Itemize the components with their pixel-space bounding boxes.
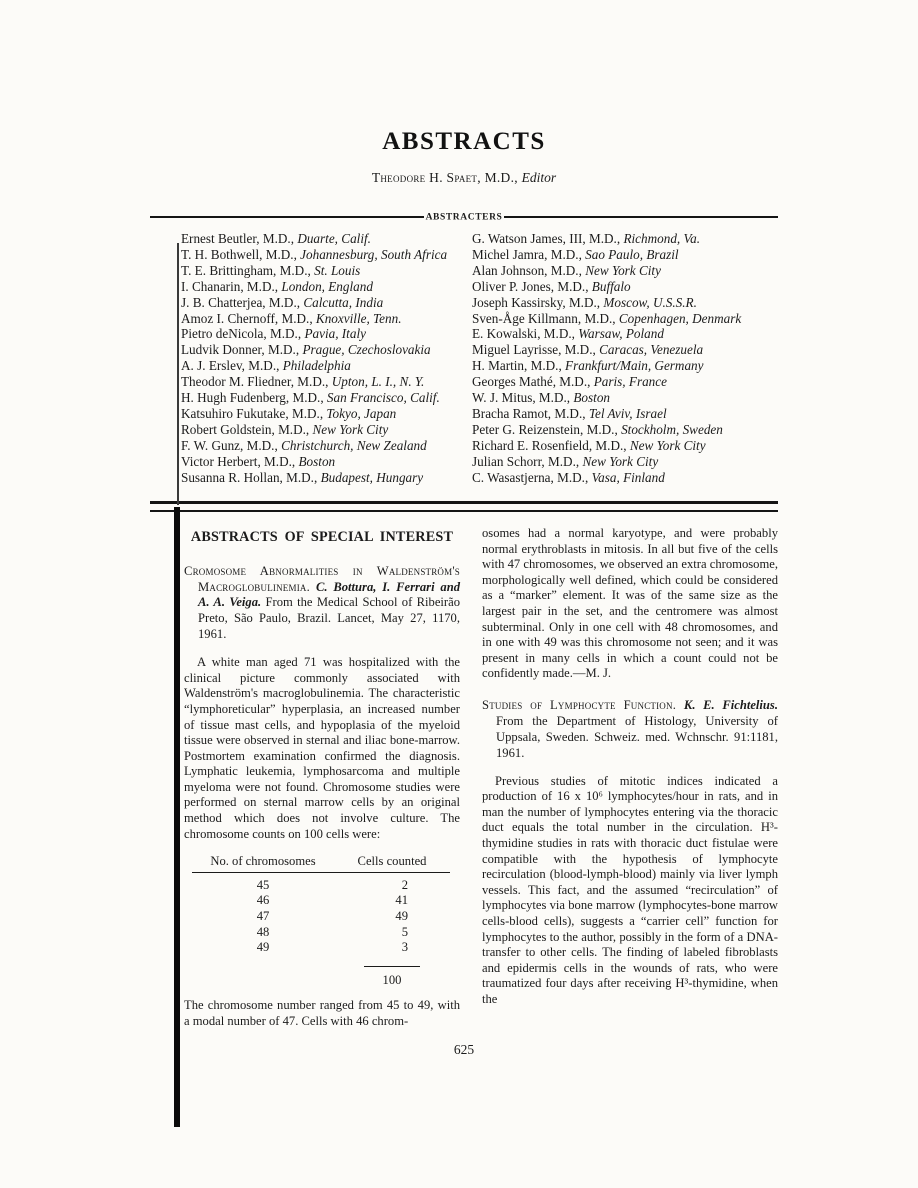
abstract2-paragraph: Previous studies of mitotic indices indicated a production of 16 x 10⁶ lymphocytes/hour in rats, and in man the number of lymphocytes entering via the thoracic duct equals the total number in the circulation. H³-thymidine studies in rats with thoracic duct fistulae were compatible with the hypothesis of lymphocyte recirculation (blood-lymph-blood) mainly via liver lymph vessels. This fact, and the assumed “recirculation” of lymphocytes via bone marrow (lymphocytes-bone marrow cells-blood cells), suggests a “carrier cell” function for lymphocytes to the author, possibly in the form of a DNA-transfer to other cells. The finding of labeled fibroblasts and epidermis cells in the wounds of rats, who were traumatized four days after receiving H³-thymidine, when the <box>482 773 778 1006</box>
abstracter-entry: Sven-Åge Killmann, M.D., Copenhagen, Denmark <box>472 310 742 326</box>
table-row: 48 5 <box>256 924 408 939</box>
abstracters-rule <box>150 212 778 222</box>
table-header-row <box>192 854 450 872</box>
abstracter-entry: Ludvik Donner, M.D., Prague, Czechoslovakia <box>181 342 431 358</box>
abstracters-column-right <box>472 231 778 486</box>
abstract2-authors: K. E. Fichtelius. <box>683 697 778 712</box>
double-rule-divider <box>150 501 778 512</box>
abstracter-entry: Victor Herbert, M.D., Boston <box>181 453 336 469</box>
abstracter-entry: J. B. Chatterjea, M.D., Calcutta, India <box>181 294 384 310</box>
abstracter-entry: A. J. Erslev, M.D., Philadelphia <box>181 358 351 374</box>
rule-left-segment <box>150 216 424 218</box>
abstracts-body <box>184 526 778 1036</box>
abstracter-entry: Amoz I. Chernoff, M.D., Knoxville, Tenn. <box>181 310 402 326</box>
abstract1-citation <box>184 564 460 644</box>
abstracter-entry: T. E. Brittingham, M.D., St. Louis <box>181 262 361 278</box>
abstracter-entry: E. Kowalski, M.D., Warsaw, Poland <box>472 326 664 342</box>
table-total: 100 <box>364 966 420 989</box>
abstract1-continuation-right: osomes had a normal karyotype, and were probably normal erythroblasts in mitosis. In all but five of the cells with 47 chromosomes, we observed an extra chromosome, morphologically well defined, which could be considered as a “marker” element. It was of the same size as the largest pair in the set, and the centromere was almost subterminal. Only in one cell with 48 chromosomes, and in one with 49 was this chromosome not seen; and it was present in many cells in which a count could not be confidently made.—M. J. <box>482 526 778 681</box>
page-title: ABSTRACTS <box>382 128 546 155</box>
abstracter-entry: Richard E. Rosenfield, M.D., New York City <box>472 437 706 453</box>
abstracter-entry: Georges Mathé, M.D., Paris, France <box>472 374 667 390</box>
abstracter-entry: I. Chanarin, M.D., London, England <box>181 278 373 294</box>
abstract1-paragraph: A white man aged 71 was hospitalized with the clinical picture commonly associated with Waldenström's macroglobulinemia. The characteristic “lymphoreticular” hyperplasia, an increased number of tissue mast cells, and hypoplasia of the myeloid tissue were observed in sternal and iliac bone-marrow. Postmortem examination confirmed the diagnosis. Lymphatic leukemia, lymphosarcoma and multiple myeloma were not found. Chromosome studies were performed on sternal marrow cells by an original method which does not involve culture. The chromosome counts on 100 cells were: <box>184 655 460 841</box>
masthead <box>150 128 778 186</box>
abstracter-entry: Peter G. Reizenstein, M.D., Stockholm, Sweden <box>472 421 723 437</box>
abstract2-title: Studies of Lymphocyte Function. <box>482 697 684 712</box>
abstract1-source: From the Medical School of Ribeirão Preto, São Paulo, Brazil. Lancet, May 27, 1170, 1961. <box>198 595 460 642</box>
abstract2-source: From the Department of Histology, University of Uppsala, Sweden. Schweiz. med. Wchnschr. 91:1181, 1961. <box>496 713 778 760</box>
editor-name: Theodore H. Spaet, M.D., <box>371 170 522 185</box>
table-row: 47 49 <box>256 909 408 924</box>
abstracter-entry: Pietro deNicola, M.D., Pavia, Italy <box>181 326 366 342</box>
abstracter-entry: C. Wasastjerna, M.D., Vasa, Finland <box>472 469 665 485</box>
abstracter-entry: Susanna R. Hollan, M.D., Budapest, Hungary <box>181 469 424 485</box>
abstracter-entry: H. Hugh Fudenberg, M.D., San Francisco, Calif. <box>181 390 440 406</box>
table-total-row <box>192 956 450 989</box>
abstracter-entry: Michel Jamra, M.D., Sao Paulo, Brazil <box>472 246 679 262</box>
abstracter-entry: F. W. Gunz, M.D., Christchurch, New Zealand <box>181 437 427 453</box>
table-row: 49 3 <box>256 940 408 955</box>
table-row: 46 41 <box>256 893 408 908</box>
abstract1-title: Cromosome Abnormalities in Waldenström's Macroglobulinemia. <box>184 563 460 594</box>
abstracter-entry: Miguel Layrisse, M.D., Caracas, Venezuela <box>472 342 704 358</box>
abstract1-authors: C. Bottura, I. Ferrari and A. A. Veiga. <box>198 579 460 610</box>
editor-role: Editor <box>521 170 557 185</box>
abstracter-entry: Julian Schorr, M.D., New York City <box>472 453 659 469</box>
column-header: Cells counted <box>334 854 450 872</box>
abstracter-entry: G. Watson James, III, M.D., Richmond, Va. <box>472 231 700 246</box>
abstracters-list <box>181 231 778 486</box>
abstracter-entry: Robert Goldstein, M.D., New York City <box>181 421 389 437</box>
editor-line <box>150 170 778 186</box>
page-number: 625 <box>453 1042 475 1057</box>
abstracter-entry: T. H. Bothwell, M.D., Johannesburg, South Africa <box>181 246 448 262</box>
column-header: No. of chromosomes <box>192 854 334 872</box>
abstracters-column-left <box>181 231 472 486</box>
body-column-left <box>184 526 460 1036</box>
chromosome-table <box>192 854 450 988</box>
abstracter-entry: Alan Johnson, M.D., New York City <box>472 262 661 278</box>
abstracter-entry: Ernest Beutler, M.D., Duarte, Calif. <box>181 231 371 246</box>
abstracter-entry: Oliver P. Jones, M.D., Buffalo <box>472 278 631 294</box>
abstracter-entry: Bracha Ramot, M.D., Tel Aviv, Israel <box>472 405 667 421</box>
rule-right-segment <box>504 216 778 218</box>
abstracter-entry: W. J. Mitus, M.D., Boston <box>472 390 611 406</box>
abstracters-label: ABSTRACTERS <box>425 212 503 223</box>
table-row: 45 2 <box>256 877 408 892</box>
abstracter-entry: Theodor M. Fliedner, M.D., Upton, L. I., N. Y. <box>181 374 425 390</box>
abstract2-citation <box>482 698 778 762</box>
section-heading: ABSTRACTS OF SPECIAL INTEREST <box>190 529 454 545</box>
abstract1-continuation-left: The chromosome number ranged from 45 to 49, with a modal number of 47. Cells with 46 chrom- <box>184 998 460 1028</box>
abstracter-entry: Katsuhiro Fukutake, M.D., Tokyo, Japan <box>181 405 397 421</box>
abstracter-entry: Joseph Kassirsky, M.D., Moscow, U.S.S.R. <box>472 294 697 310</box>
scan-gutter-line-thick <box>174 507 180 1127</box>
scan-gutter-line-thin <box>177 243 179 505</box>
body-column-right <box>482 526 778 1036</box>
abstracter-entry: H. Martin, M.D., Frankfurt/Main, Germany <box>472 358 704 374</box>
